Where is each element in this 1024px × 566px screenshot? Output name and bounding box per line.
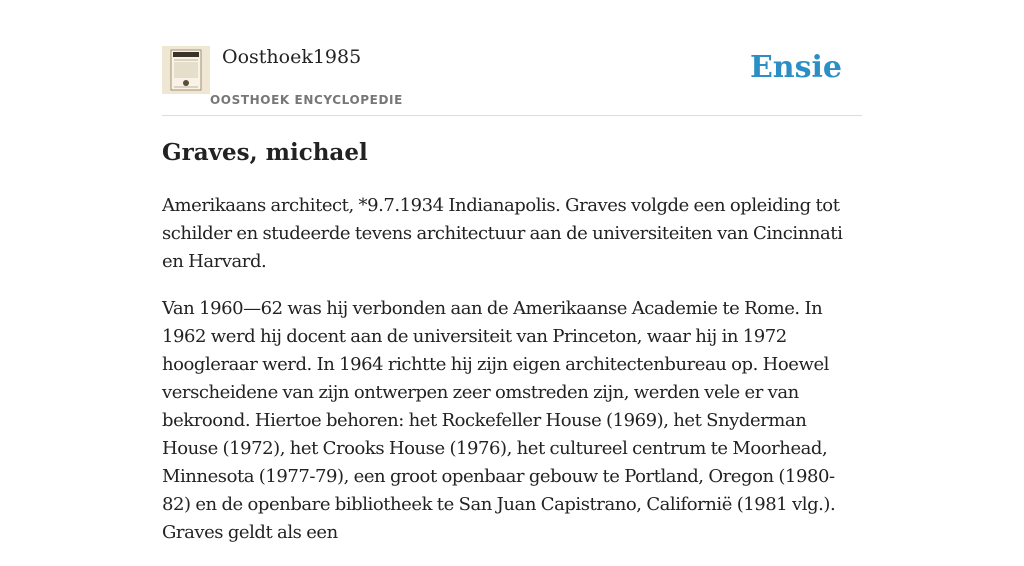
brand-logo[interactable]: Ensie	[749, 50, 842, 85]
article-card	[162, 0, 862, 543]
paragraph-1: Amerikaans architect, *9.7.1934 Indianapolis. Graves volgde een opleiding tot schilder en studeerde tevens architectuur aan de universiteiten van Cincinnati en Harvard.	[162, 195, 843, 272]
article-body	[162, 192, 862, 566]
article-title: Graves, michael	[162, 139, 368, 166]
encyclopedia-cover-icon[interactable]	[162, 46, 210, 94]
source-label: OOSTHOEK ENCYCLOPEDIE	[210, 93, 403, 107]
article-header	[162, 0, 862, 116]
paragraph-2: Van 1960—62 was hij verbonden aan de Amerikaanse Academie te Rome. In 1962 werd hij docent aan de universiteit van Princeton, waar hij in 1972 hoogleraar werd. In 1964 richtte hij zijn eigen architectenbureau op. Hoewel verscheidene van zijn ontwerpen zeer omstreden zijn, werden vele er van bekroond. Hiertoe behoren: het Rockefeller House (1969), het Snyderman House (1972), het Crooks House (1976), het cultureel centrum te Moorhead, Minnesota (1977-79), een groot openbaar gebouw te Portland, Oregon (1980-82) en de openbare bibliotheek te San Juan Capistrano, Californië (1981 vlg.). Graves geldt als een	[162, 298, 836, 543]
author-name[interactable]: Oosthoek1985	[222, 46, 362, 68]
